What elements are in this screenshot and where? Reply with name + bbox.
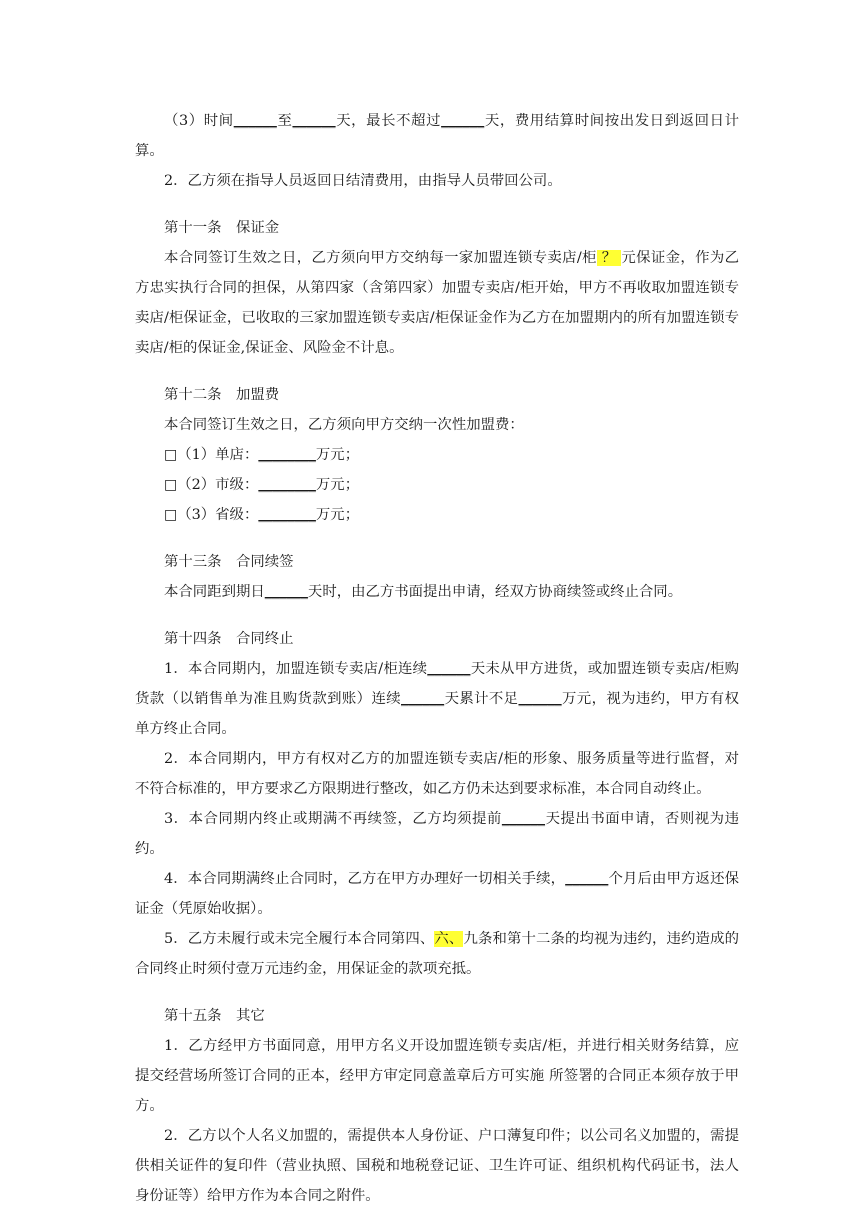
text: 天提出书面申请，否则视为违约。 — [135, 811, 739, 857]
clause12-intro: 本合同签订生效之日，乙方须向甲方交纳一次性加盟费： — [164, 417, 524, 433]
clause12-option-3 — [135, 500, 739, 530]
checkbox-icon: □ — [164, 507, 178, 523]
fill-blank: ______ — [565, 871, 609, 887]
clause10-item3 — [135, 106, 739, 166]
checkbox-icon: □ — [164, 447, 178, 463]
clause12-title: 第十二条 加盟费 — [164, 387, 280, 403]
clause12-option-1 — [135, 440, 739, 470]
clause15-item1: 1．乙方经甲方书面同意，用甲方名义开设加盟连锁专卖店/柜，并进行相关财务结算，应提交经营场所签订合同的正本，经甲方审定同意盖章后方可实施 所签署的合同正本须存放于甲方。 — [135, 1038, 739, 1114]
text: 3．本合同期内终止或期满不再续签，乙方均须提前 — [164, 811, 502, 827]
fill-blank: ______ — [518, 691, 562, 707]
highlight-mark: ？ — [596, 250, 622, 266]
text: 个月后由甲方返还保证金（凭原始收据）。 — [135, 871, 739, 917]
fill-blank: ______ — [292, 113, 336, 129]
highlight-mark: 六、 — [434, 931, 464, 947]
option-unit: 万元； — [315, 507, 360, 523]
text: 天时，由乙方书面提出申请，经双方协商续签或终止合同。 — [307, 584, 683, 600]
fill-blank: ________ — [258, 477, 316, 493]
text: 4．本合同期满终止合同时，乙方在甲方办理好一切相关手续， — [164, 871, 566, 887]
fill-blank: ______ — [233, 113, 277, 129]
clause13-title: 第十三条 合同续签 — [164, 554, 294, 570]
fill-blank: ______ — [427, 661, 471, 677]
text: 元保证金，作为乙方忠实执行合同的担保，从第四家（含第四家）加盟专卖店/柜开始，甲方不再收取加盟连锁专卖店/柜保证金，已收取的三家加盟连锁专卖店/柜保证金作为乙方在加盟期内的所有加盟连锁专卖店/柜的保证金,保证金、风险金不计息。 — [135, 250, 739, 356]
text: 九条和第十二条的均视为违约，违约造成的合同终止时须付壹万元违约金，用保证金的款项充抵。 — [135, 931, 739, 977]
clause14-item4 — [135, 864, 739, 924]
fill-blank: ________ — [258, 447, 316, 463]
checkbox-icon: □ — [164, 477, 178, 493]
fill-blank: ______ — [264, 584, 308, 600]
clause11-title: 第十一条 保证金 — [164, 220, 280, 236]
text: 天累计不足 — [444, 691, 519, 707]
text: 5．乙方未履行或未完全履行本合同第四、 — [164, 931, 435, 947]
clause11-body — [135, 243, 739, 363]
text: 天，最长不超过 — [335, 113, 442, 129]
option-label: （2）市级： — [177, 477, 259, 493]
clause14-item5 — [135, 924, 739, 984]
option-label: （1）单店： — [177, 447, 259, 463]
document-body — [135, 106, 739, 1211]
fill-blank: ______ — [401, 691, 445, 707]
text: 本合同签订生效之日，乙方须向甲方交纳每一家加盟连锁专卖店/柜 — [164, 250, 597, 266]
option-unit: 万元； — [315, 447, 360, 463]
text: 天，费用结算时间按出发日到返回日计算。 — [135, 113, 739, 159]
text: 本合同距到期日 — [164, 584, 265, 600]
text: 天未从甲方进货，或加盟连锁专卖店/柜购货款（以销售单为准且购货款到账）连续 — [135, 661, 739, 707]
clause14-item1 — [135, 654, 739, 744]
text: （3）时间 — [164, 113, 234, 129]
fill-blank: ________ — [258, 507, 316, 523]
text: 1．本合同期内，加盟连锁专卖店/柜连续 — [164, 661, 428, 677]
fill-blank: ______ — [501, 811, 546, 827]
clause14-title: 第十四条 合同终止 — [164, 631, 294, 647]
clause15-title: 第十五条 其它 — [164, 1008, 265, 1024]
clause12-option-2 — [135, 470, 739, 500]
text: 至 — [276, 113, 293, 129]
clause14-item2: 2．本合同期内，甲方有权对乙方的加盟连锁专卖店/柜的形象、服务质量等进行监督，对不符合标准的，甲方要求乙方限期进行整改，如乙方仍未达到要求标准，本合同自动终止。 — [135, 751, 739, 797]
clause15-item2: 2．乙方以个人名义加盟的，需提供本人身份证、户口薄复印件；以公司名义加盟的，需提供相关证件的复印件（营业执照、国税和地税登记证、卫生许可证、组织机构代码证书，法人身份证等）给甲方作为本合同之附件。 — [135, 1128, 739, 1204]
fill-blank: ______ — [441, 113, 485, 129]
clause10-item2: 2．乙方须在指导人员返回日结清费用，由指导人员带回公司。 — [164, 173, 562, 189]
option-label: （3）省级： — [177, 507, 259, 523]
clause13-body — [135, 577, 739, 607]
text: 万元，视为违约，甲方有权单方终止合同。 — [135, 691, 739, 737]
option-unit: 万元； — [315, 477, 360, 493]
clause14-item3 — [135, 804, 739, 864]
